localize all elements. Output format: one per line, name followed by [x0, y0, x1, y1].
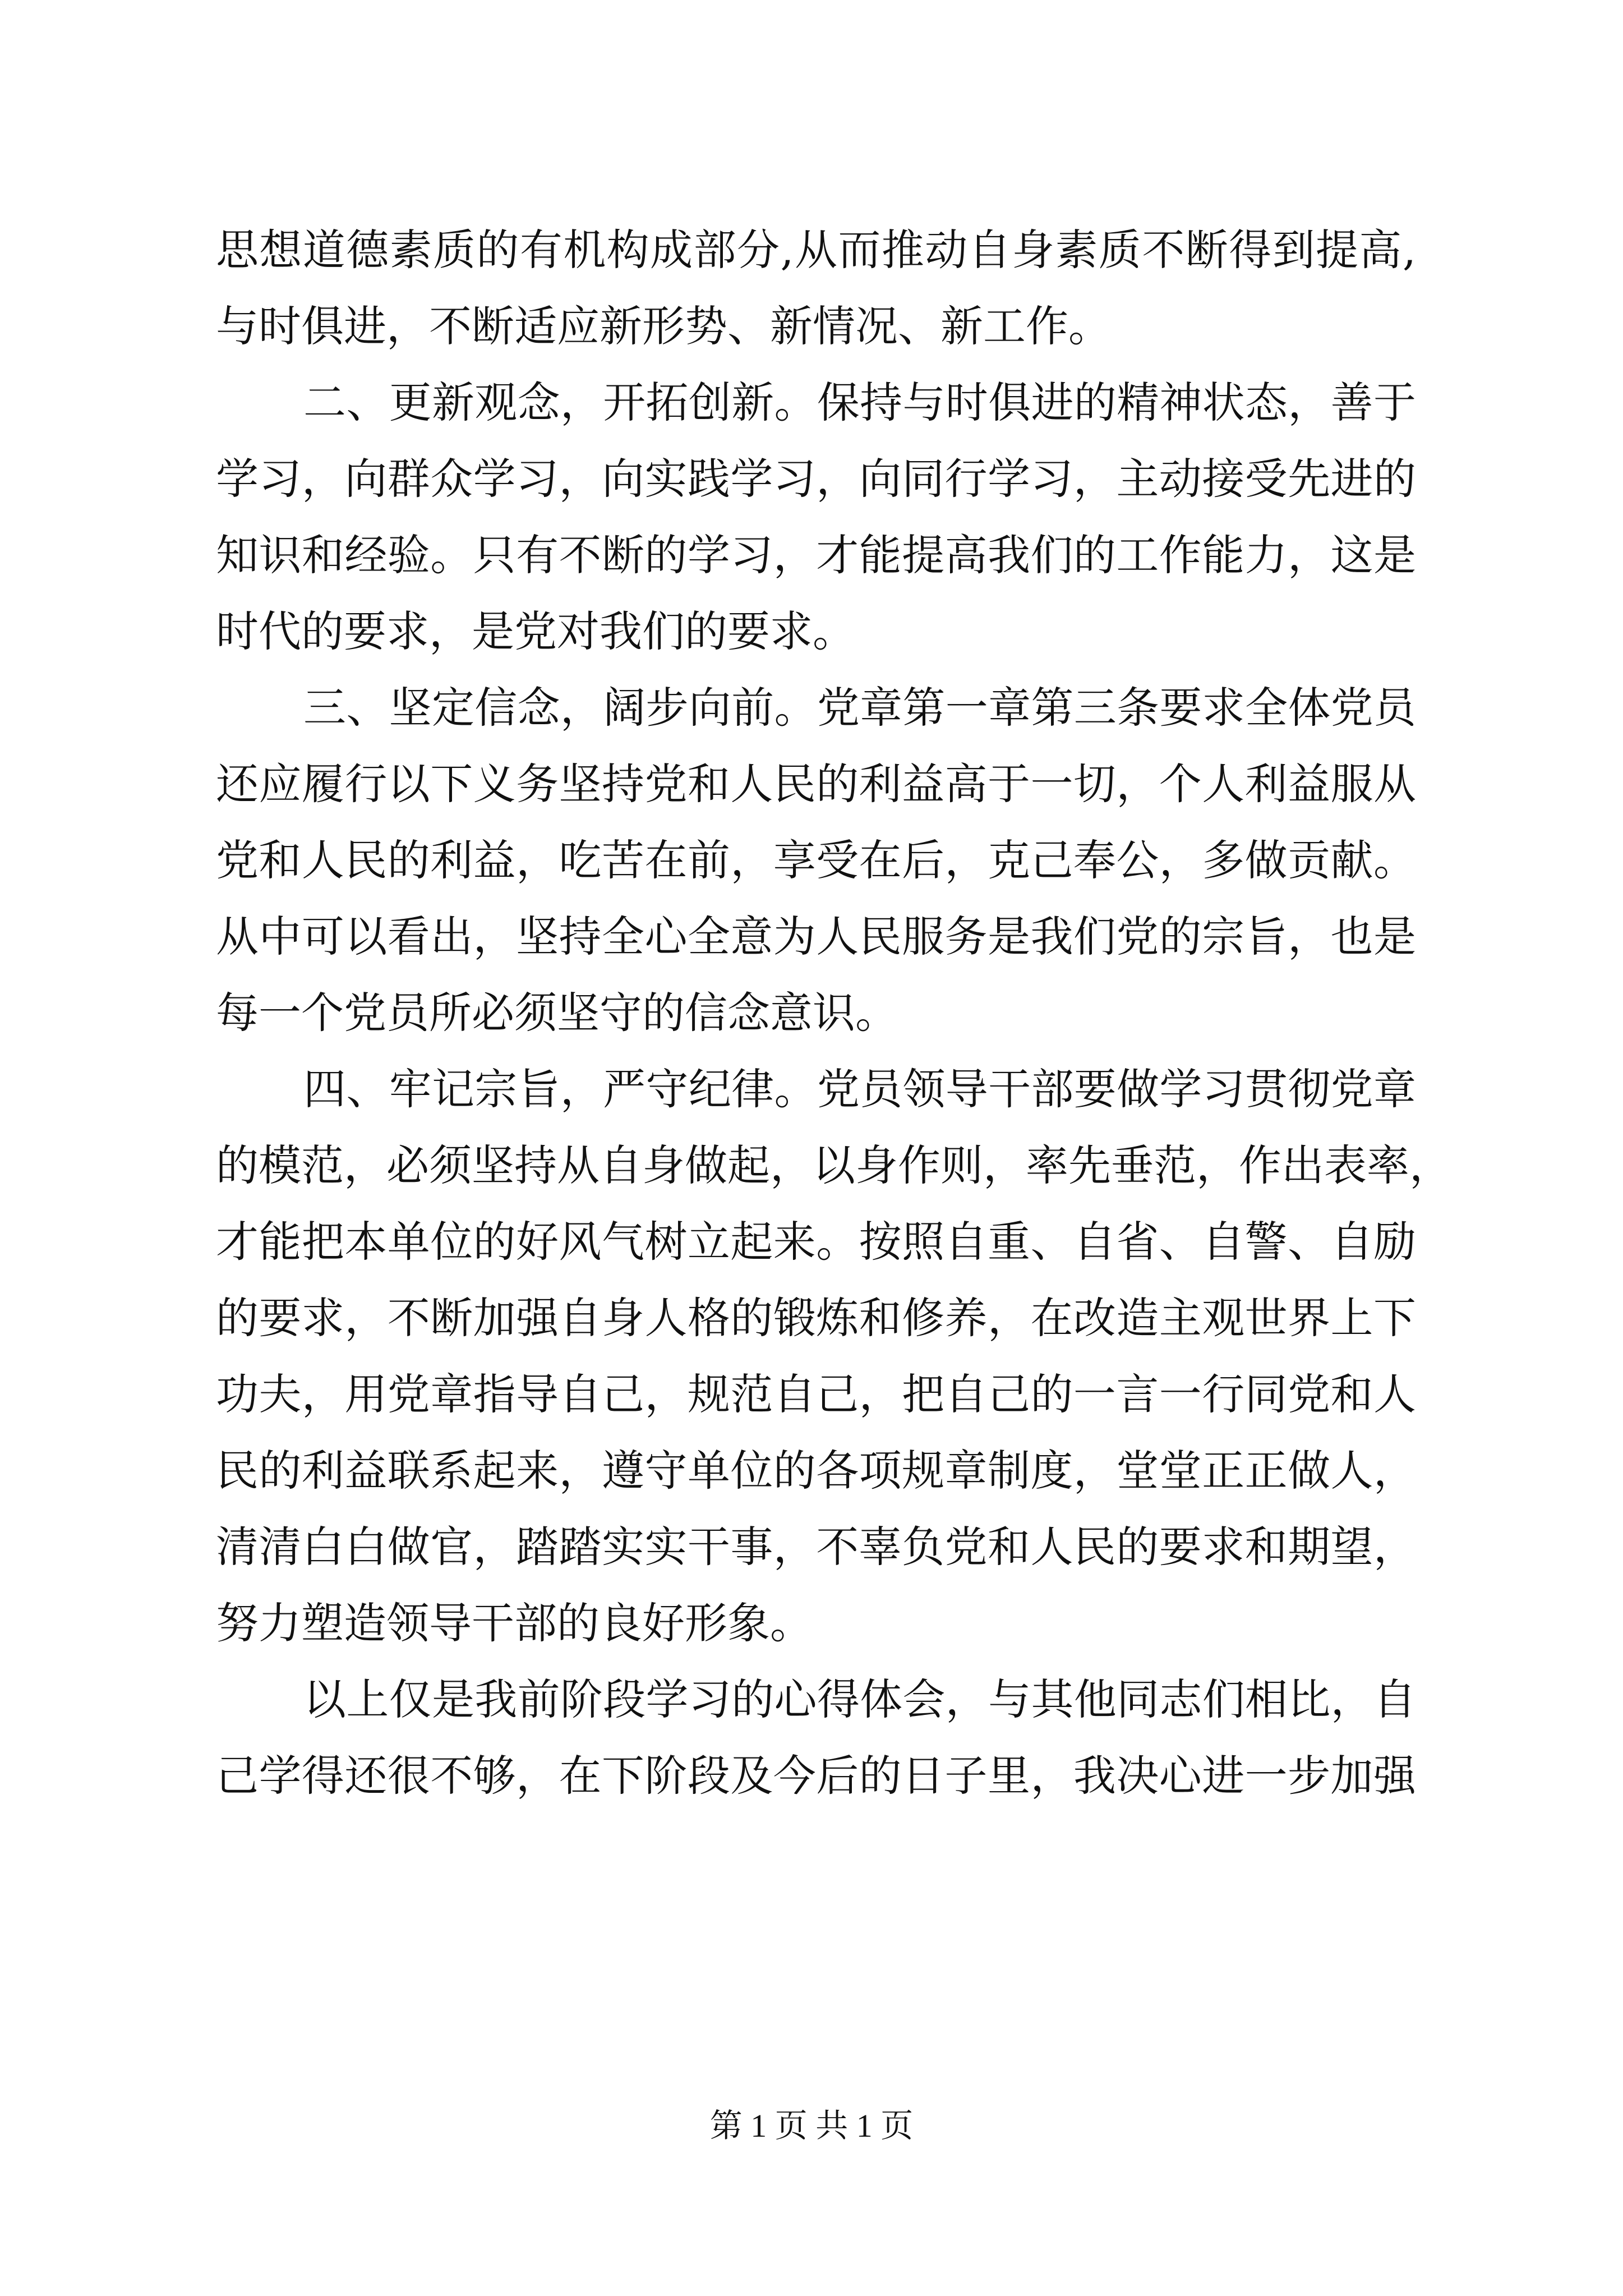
text-line: 时代的要求，是党对我们的要求。 — [216, 606, 855, 656]
text-line: 还应履行以下义务坚持党和人民的利益高于一切，个人利益服从 — [216, 759, 1416, 809]
paragraph — [216, 212, 1416, 365]
text-line: 己学得还很不够，在下阶段及今后的日子里，我决心进一步加强 — [216, 1751, 1416, 1801]
text-line: 的模范，必须坚持从自身做起，以身作则，率先垂范，作出表率， — [216, 1140, 1452, 1190]
text-line: 思想道德素质的有机构成部分,从而推动自身素质不断得到提高, — [216, 225, 1416, 275]
text-line: 三、坚定信念，阔步向前。党章第一章第三条要求全体党员 — [303, 683, 1416, 733]
text-line: 清清白白做官，踏踏实实干事，不辜负党和人民的要求和期望， — [216, 1522, 1416, 1572]
text-line: 功夫，用党章指导自己，规范自己，把自己的一言一行同党和人 — [216, 1369, 1416, 1419]
text-line: 民的利益联系起来，遵守单位的各项规章制度，堂堂正正做人， — [216, 1446, 1416, 1496]
text-line: 从中可以看出，坚持全心全意为人民服务是我们党的宗旨，也是 — [216, 912, 1416, 961]
text-line: 的要求，不断加强自身人格的锻炼和修养，在改造主观世界上下 — [216, 1293, 1416, 1343]
text-line: 党和人民的利益，吃苦在前，享受在后，克己奉公，多做贡献。 — [216, 835, 1416, 885]
text-line: 知识和经验。只有不断的学习，才能提高我们的工作能力，这是 — [216, 530, 1416, 580]
paragraph — [216, 1662, 1416, 1814]
document-body — [216, 212, 1452, 1814]
text-line: 每一个党员所必须坚守的信念意识。 — [216, 988, 898, 1038]
text-line: 学习，向群众学习，向实践学习，向同行学习，主动接受先进的 — [216, 454, 1416, 504]
text-line: 以上仅是我前阶段学习的心得体会，与其他同志们相比，自 — [303, 1674, 1416, 1724]
text-line: 二、更新观念，开拓创新。保持与时俱进的精神状态，善于 — [303, 378, 1416, 427]
text-line: 努力塑造领导干部的良好形象。 — [216, 1598, 813, 1648]
paragraph — [216, 365, 1416, 670]
text-line: 才能把本单位的好风气树立起来。按照自重、自省、自警、自励 — [216, 1217, 1416, 1267]
paragraph — [216, 670, 1416, 1051]
page-footer: 第 1 页 共 1 页 — [709, 2108, 914, 2144]
paragraph — [216, 1051, 1452, 1662]
text-line: 与时俱进，不断适应新形势、新情况、新工作。 — [216, 301, 1111, 351]
text-line: 四、牢记宗旨，严守纪律。党员领导干部要做学习贯彻党章 — [303, 1064, 1416, 1114]
